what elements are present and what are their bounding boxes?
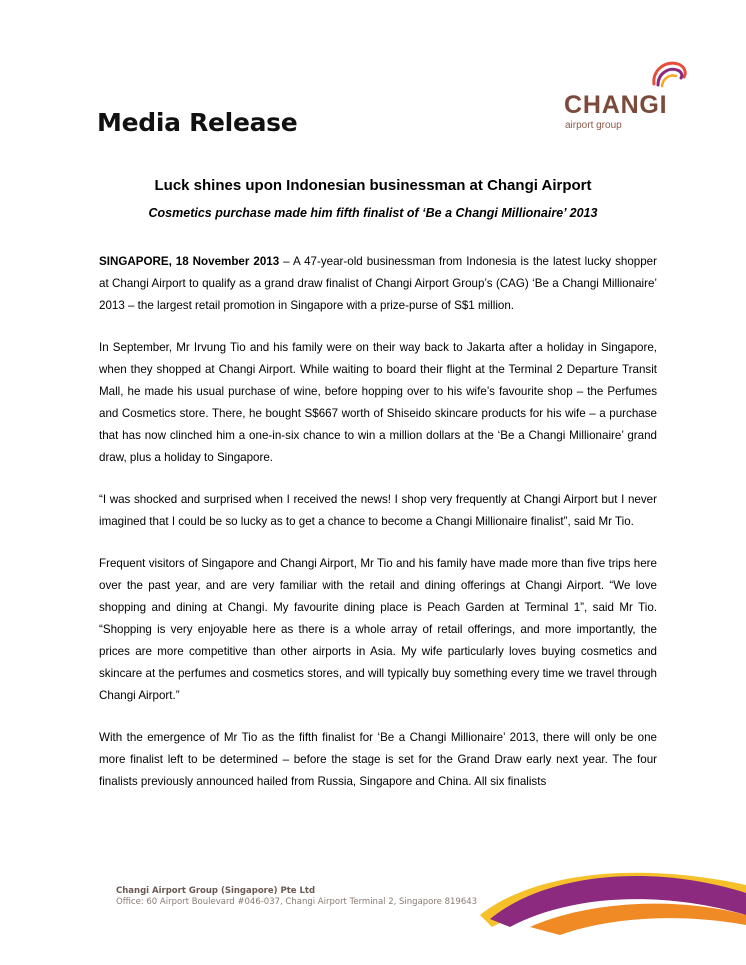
logo-subtitle: airport group <box>565 120 622 131</box>
paragraph-5: With the emergence of Mr Tio as the fifth finalist for ‘Be a Changi Millionaire’ 2013, there will only be one more finalist left to be determined – before the stage is set for the Grand Draw early next year. The four finalists previously announced hailed from Russia, Singapore and China. All six finalists <box>99 731 657 788</box>
logo-wordmark: CHANGI <box>564 91 668 119</box>
footer <box>116 886 477 908</box>
paragraph-4: Frequent visitors of Singapore and Changi Airport, Mr Tio and his family have made more than five trips here over the past year, and are very familiar with the retail and dining offerings at Changi Airport. “We love shopping and dining at Changi. My favourite dining place is Peach Garden at Terminal 1”, said Mr Tio. “Shopping is very enjoyable here as there is a whole array of retail offerings, and more importantly, the prices are more competitive than other airports in Asia. My wife particularly loves buying cosmetics and skincare at the perfumes and cosmetics stores, and will typically buy something every time we travel through Changi Airport.” <box>99 557 657 702</box>
footer-company: Changi Airport Group (Singapore) Pte Ltd <box>116 886 316 896</box>
page-title: Media Release <box>97 108 298 137</box>
subheadline: Cosmetics purchase made him fifth finalist of ‘Be a Changi Millionaire’ 2013 <box>148 206 598 220</box>
paragraph-1 <box>99 251 657 317</box>
paragraph-3: “I was shocked and surprised when I received the news! I shop very frequently at Changi Airport but I never imagined that I could be so lucky as to get a chance to become a Changi Millionaire finalist”, said Mr Tio. <box>99 493 657 528</box>
headline: Luck shines upon Indonesian businessman at Changi Airport <box>154 177 592 194</box>
article-body <box>99 251 657 793</box>
paragraph-1-text: – A 47-year-old businessman from Indonesia is the latest lucky shopper at Changi Airport to qualify as a grand draw finalist of Changi Airport Group’s (CAG) ‘Be a Changi Millionaire’ 2013 – the largest retail promotion in Singapore with a prize-purse of S$1 million. <box>99 255 657 312</box>
dateline: SINGAPORE, 18 November 2013 <box>99 255 280 268</box>
logo-swirl-icon <box>650 58 690 92</box>
footer-address: Office: 60 Airport Boulevard #046-037, Changi Airport Terminal 2, Singapore 819643 <box>116 897 478 907</box>
footer-swoosh-graphic <box>470 855 746 965</box>
changi-logo <box>562 58 692 138</box>
paragraph-2: In September, Mr Irvung Tio and his family were on their way back to Jakarta after a holiday in Singapore, when they shopped at Changi Airport. While waiting to board their flight at the Terminal 2 Departure Transit Mall, he made his usual purchase of wine, before hopping over to his wife’s favourite shop – the Perfumes and Cosmetics store. There, he bought S$667 worth of Shiseido skincare products for his wife – a purchase that has now clinched him a one-in-six chance to win a million dollars at the ‘Be a Changi Millionaire’ grand draw, plus a holiday to Singapore. <box>99 341 657 464</box>
